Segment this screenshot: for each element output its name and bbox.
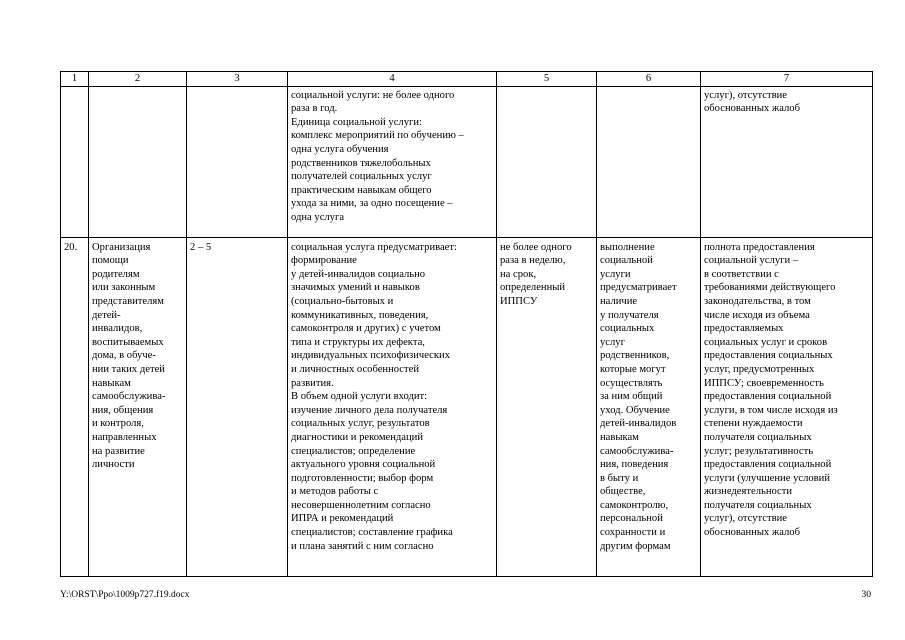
service-period-text: 2 – 5: [190, 241, 212, 253]
service-name-text: Организация помощи родителям или законным представителям детей- инвалидов, воспитываемых дома, в обуче- нии таких детей навыкам самообслужива- ния, общения и контроля, направленных на развитие личности: [92, 241, 166, 471]
service-frequency-text: не более одного раза в неделю, на срок, определенный ИППСУ: [500, 241, 572, 307]
quality-criteria-text: полнота предоставления социальной услуги – в соответствии с требованиями действующего законодательства, в том числе исходя из объема предоставляемых социальных услуг и сроков предоставления социальных услуг, предусмотренных ИППСУ; своевременность предоставления социальной услуги, в том числе исходя из степени нуждаемости получателя социальных услуг; результативность предоставления социальной услуги (улучшение условий жизнедеятельности получателя социальных услуг), отсутствие обоснованных жалоб: [704, 241, 838, 539]
table-cell: [497, 237, 597, 576]
table-row: [61, 237, 873, 576]
header-cell: 3: [187, 72, 288, 87]
table-cell: [597, 237, 701, 576]
table-cell: [89, 86, 187, 237]
table-cell: [187, 86, 288, 237]
header-cell: 1: [61, 72, 89, 87]
table-cell: [701, 237, 873, 576]
page-number: 30: [861, 590, 871, 600]
quality-criteria-text: услуг), отсутствие обоснованных жалоб: [704, 89, 800, 115]
row-number: 20.: [64, 241, 78, 253]
header-cell: 7: [701, 72, 873, 87]
table-cell: [288, 237, 497, 576]
table-cell: [61, 237, 89, 576]
service-description-text: социальной услуги: не более одного раза в год. Единица социальной услуги: комплекс мероприятий по обучению – одна услуга обучения родственников тяжелобольных получателей социальных услуг практическим навыкам общего ухода за ними, за одно посещение – одна услуга: [291, 89, 464, 223]
table-cell: [288, 86, 497, 237]
table-cell: [187, 237, 288, 576]
service-description-text: социальная услуга предусматривает: формирование у детей-инвалидов социально значимых умений и навыков (социально-бытовых и коммуникативных, поведения, самоконтроля и других) с учетом типа и структуры их дефекта, индивидуальных психофизических и личностных особенностей развития. В объем одной услуги входит: изучение личного дела получателя социальных услуг, результатов диагностики и рекомендаций специалистов; определение актуального уровня социальной подготовленности; выбор форм и методов работы с несовершеннолетним согласно ИПРА и рекомендаций специалистов; составление графика и плана занятий с ним согласно: [291, 241, 457, 552]
table-cell: [61, 86, 89, 237]
table-row: [61, 86, 873, 237]
header-cell: 2: [89, 72, 187, 87]
header-cell: 5: [497, 72, 597, 87]
table-cell: [701, 86, 873, 237]
table-cell: [89, 237, 187, 576]
service-conditions-text: выполнение социальной услуги предусматривает наличие у получателя социальных услуг родственников, которые могут осуществлять за ним общий уход. Обучение детей-инвалидов навыкам самообслужива- ния, поведения в быту и обществе, самоконтролю, персональной сохранности и другим формам: [600, 241, 677, 552]
table-cell: [497, 86, 597, 237]
services-table: [60, 71, 873, 577]
header-cell: 6: [597, 72, 701, 87]
table-cell: [597, 86, 701, 237]
table-header-row: [61, 72, 873, 87]
header-cell: 4: [288, 72, 497, 87]
footer-file-path: Y:\ORST\Ppo\1009p727.f19.docx: [60, 590, 190, 600]
